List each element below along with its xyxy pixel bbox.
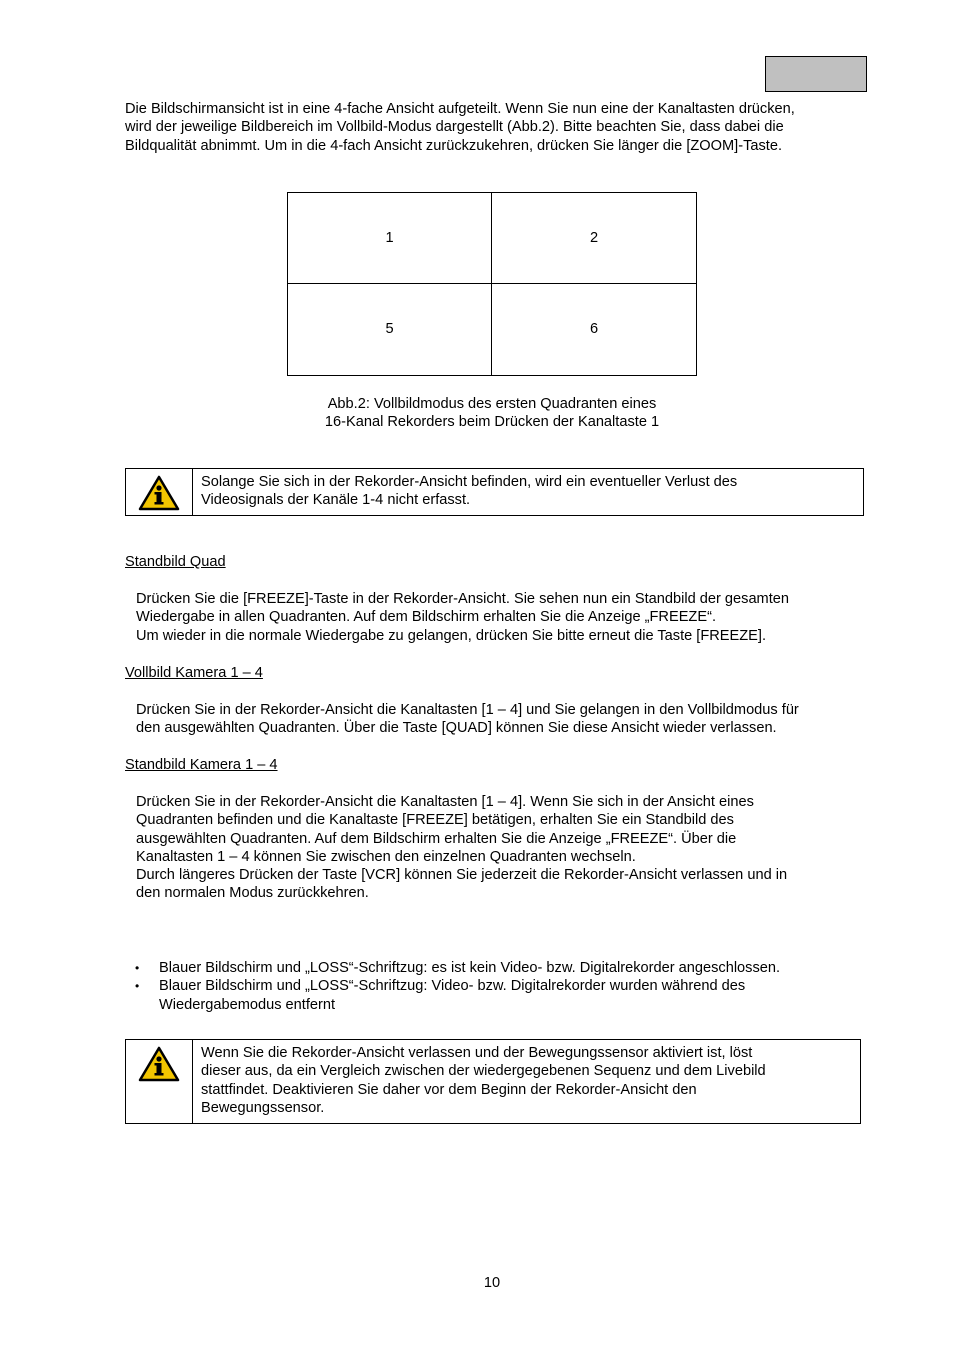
quadrant-cell: 2 (492, 193, 696, 284)
figure-caption-line-1: Abb.2: Vollbildmodus des ersten Quadranten eines (327, 396, 657, 412)
quadrant-cell: 6 (589, 321, 599, 338)
info-note-1-text: Solange Sie sich in der Rekorder-Ansicht befinden, wird ein eventueller Verlust des Videosignals der Kanäle 1-4 nicht erfasst. (201, 474, 738, 509)
info-note-2 (125, 1039, 861, 1124)
section-body: Drücken Sie in der Rekorder-Ansicht die Kanaltasten [1 – 4]. Wenn Sie sich in der Ansicht eines Quadranten befinden und die Kanaltaste [FREEZE] betätigen, erhalten Sie ein Standbild des ausgewählten Quadranten. Auf dem Bildschirm erhalten Sie die Anzeige „FREEZE“. Über die Kanaltasten 1 – 4 können Sie zwischen den einzelnen Quadranten wechseln. Durch längeres Drücken der Taste [VCR] können Sie jederzeit die Rekorder-Ansicht verlassen und in den normalen Modus zurückkehren. (136, 794, 788, 902)
quadrant-cell: 1 (288, 193, 492, 284)
intro-paragraph: Die Bildschirmansicht ist in eine 4-fache Ansicht aufgeteilt. Wenn Sie nun eine der Kanaltasten drücken, wird der jeweilige Bildbereich im Vollbild-Modus dargestellt (Abb.2). Bitte beachten Sie, dass dabei die Bildqualität abnimmt. Um in die 4-fach Ansicht zurückzukehren, drücken Sie länger die [ZOOM]-Taste. (125, 101, 795, 154)
warning-info-icon (126, 1040, 193, 1123)
section-heading: Standbild Kamera 1 – 4 (125, 757, 278, 773)
info-note-1 (125, 468, 864, 516)
list-item: • Blauer Bildschirm und „LOSS“-Schriftzug: es ist kein Video- bzw. Digitalrekorder angeschlossen. (135, 959, 855, 977)
list-item: • Blauer Bildschirm und „LOSS“-Schriftzug: Video- bzw. Digitalrekorder wurden während des Wiedergabemodus entfernt (135, 977, 855, 1014)
language-tab-marker (765, 56, 867, 92)
figure-caption-line-2: 16-Kanal Rekorders beim Drücken der Kanaltaste 1 (324, 414, 660, 430)
warning-info-icon (126, 469, 193, 515)
quadrant-cell: 5 (288, 284, 492, 375)
section-body: Drücken Sie in der Rekorder-Ansicht die Kanaltasten [1 – 4] und Sie gelangen in den Vollbildmodus für den ausgewählten Quadranten. Über die Taste [QUAD] können Sie diese Ansicht wieder verlassen. (136, 702, 799, 737)
section-heading: Vollbild Kamera 1 – 4 (125, 665, 263, 681)
quad-view-figure (287, 192, 697, 376)
page-number: 10 (483, 1275, 501, 1291)
section-body: Drücken Sie die [FREEZE]-Taste in der Rekorder-Ansicht. Sie sehen nun ein Standbild der gesamten Wiedergabe in allen Quadranten. Auf dem Bildschirm erhalten Sie die Anzeige „FREEZE“. Um wieder in die normale Wiedergabe zu gelangen, drücken Sie bitte erneut die Taste [FREEZE]. (136, 591, 789, 644)
info-note-2-text: Wenn Sie die Rekorder-Ansicht verlassen und der Bewegungssensor aktiviert ist, löst dieser aus, da ein Vergleich zwischen der wiedergegebenen Sequenz und dem Livebild stattfindet. Deaktivieren Sie daher vor dem Beginn der Rekorder-Ansicht den Bewegungssensor. (201, 1045, 766, 1116)
bullet-list (135, 959, 855, 1014)
section-heading: Standbild Quad (125, 554, 226, 570)
